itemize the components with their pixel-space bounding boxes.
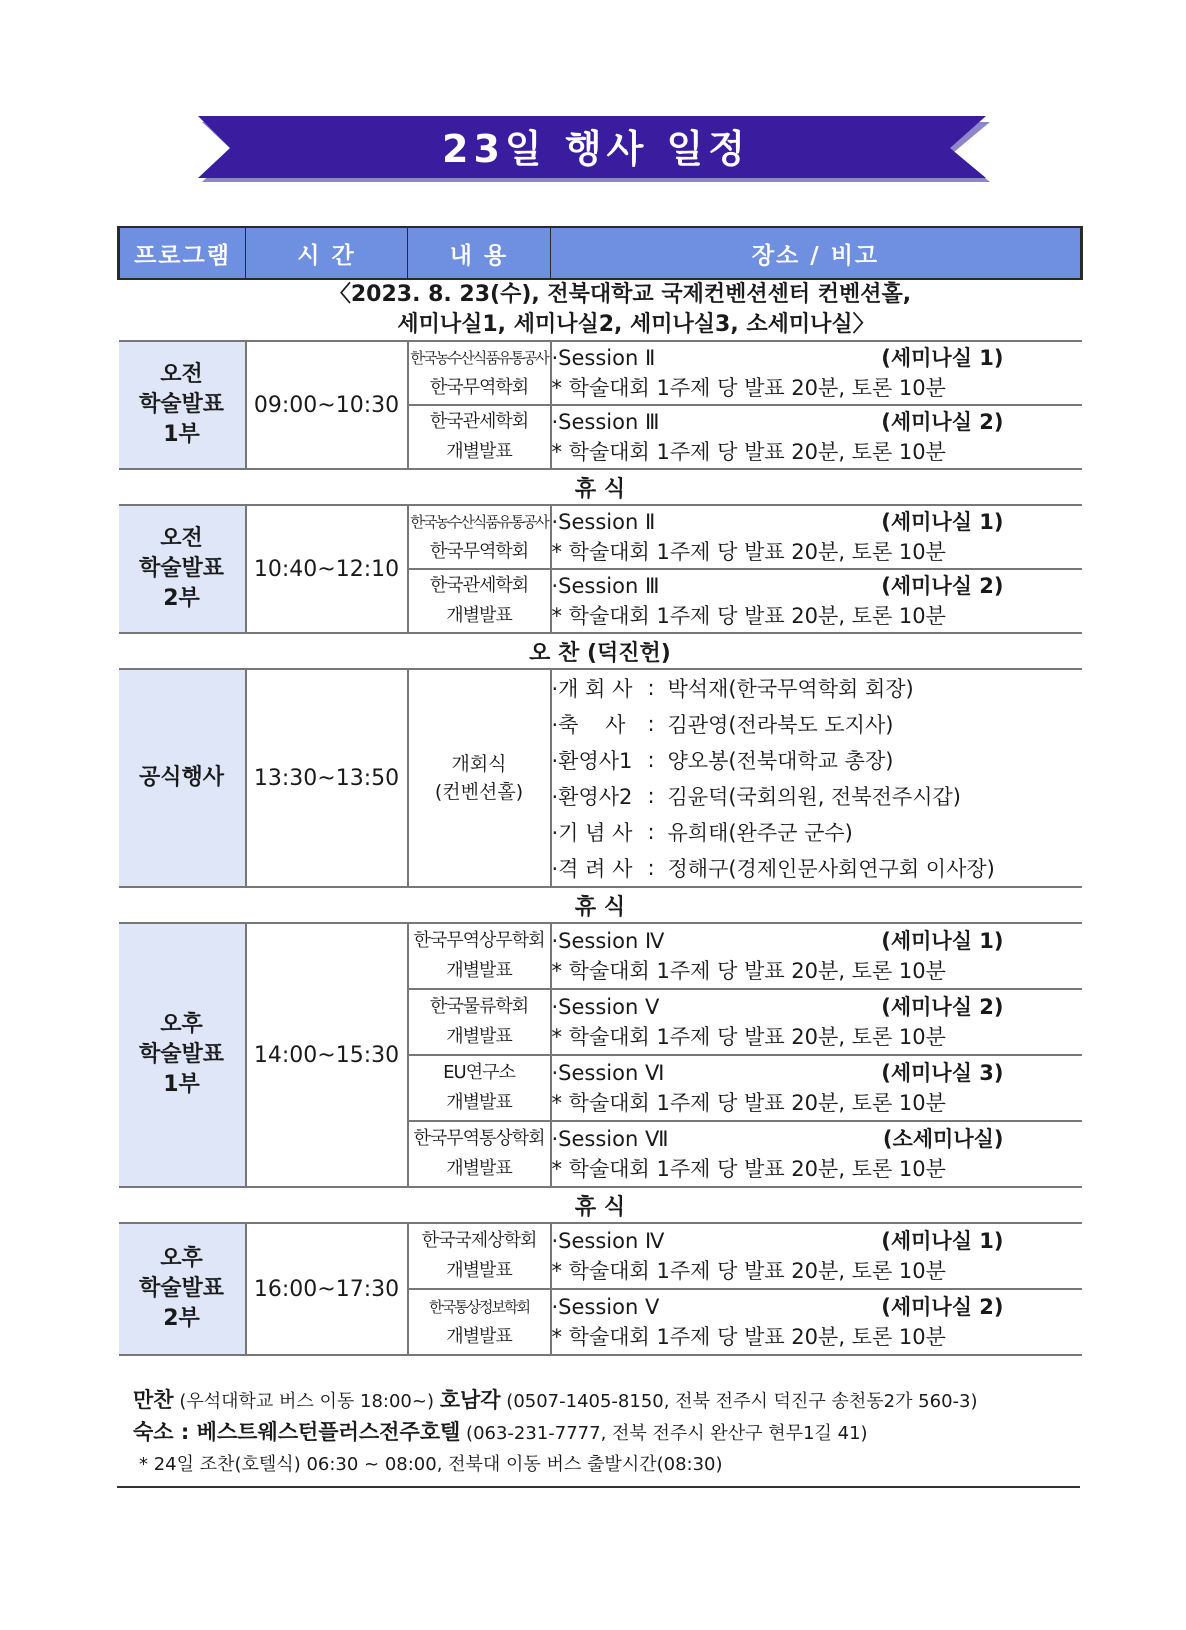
program-label: 학술발표: [138, 556, 224, 581]
program-label: 오후: [160, 1012, 203, 1037]
room-label: (세미나실 1): [881, 1229, 1004, 1253]
org-cell: [408, 1055, 551, 1121]
org-cell: [408, 923, 551, 989]
header-content: 내 용: [408, 227, 551, 279]
session-note: * 학술대회 1주제 당 발표 20분, 토론 10분: [551, 1259, 946, 1283]
speaker-item: ·기 념 사 : 유희태(완주군 군수): [552, 814, 1082, 850]
break-label: 휴 식: [119, 469, 1082, 505]
session-note: * 학술대회 1주제 당 발표 20분, 토론 10분: [551, 1157, 946, 1181]
venue-line-1: 〈2023. 8. 23(수), 전북대학교 국제컨벤션센터 컨벤션홀,: [328, 282, 912, 307]
session-cell: [551, 569, 1082, 633]
org-name: 개별발표: [446, 960, 512, 981]
session-cell: [551, 505, 1082, 569]
org-name: 한국물류학회: [429, 996, 529, 1017]
session-label: ·Session Ⅲ: [551, 410, 660, 434]
program-label: 학술발표: [138, 1276, 224, 1301]
org-name: 한국국제상학회: [421, 1230, 537, 1251]
session-cell: [551, 405, 1082, 469]
org-cell: [408, 1121, 551, 1187]
footer-notes: [133, 1385, 1073, 1480]
session-note: * 학술대회 1주제 당 발표 20분, 토론 10분: [551, 376, 946, 400]
speaker-role: ·축 사: [551, 713, 626, 737]
table-row: [119, 341, 1082, 405]
speaker-name: 김윤덕(국회의원, 전북전주시갑): [667, 785, 961, 809]
session-note: * 학술대회 1주제 당 발표 20분, 토론 10분: [551, 1325, 946, 1349]
venue-line-2: 세미나실1, 세미나실2, 세미나실3, 소세미나실〉: [397, 312, 875, 337]
speaker-item: ·환영사2 : 김윤덕(국회의원, 전북전주시갑): [552, 778, 1082, 814]
break-row: [119, 469, 1082, 505]
org-cell: [408, 1223, 551, 1289]
org-cell: [408, 341, 551, 405]
time-cell: 09:00~10:30: [246, 341, 408, 469]
org-name: 개별발표: [446, 1026, 512, 1047]
speaker-role: ·개 회 사: [551, 677, 633, 701]
speaker-name: 정해구(경제인문사회연구회 이사장): [667, 857, 995, 881]
org-name: 개별발표: [446, 1092, 512, 1113]
program-cell: 공식행사: [119, 669, 246, 887]
header-row: [119, 227, 1082, 279]
session-note: * 학술대회 1주제 당 발표 20분, 토론 10분: [551, 440, 946, 464]
ceremony-content-cell: [408, 669, 551, 887]
speaker-role: ·격 려 사: [551, 857, 633, 881]
ceremony-title: 개회식: [451, 753, 507, 775]
time-cell: 16:00~17:30: [246, 1223, 408, 1355]
session-note: * 학술대회 1주제 당 발표 20분, 토론 10분: [551, 1025, 946, 1049]
session-label: ·Session Ⅱ: [551, 346, 656, 370]
dinner-place: 호남각: [439, 1388, 501, 1412]
speaker-item: ·축 사 : 김관영(전라북도 도지사): [552, 706, 1082, 742]
speaker-role: ·기 념 사: [551, 821, 633, 845]
org-name: EU연구소: [443, 1062, 515, 1083]
room-label: (소세미나실): [882, 1127, 1004, 1151]
org-name: 개별발표: [446, 1260, 512, 1281]
time-cell: 14:00~15:30: [246, 923, 408, 1187]
ceremony-row: [119, 669, 1082, 887]
time-cell: 13:30~13:50: [246, 669, 408, 887]
speaker-name: 김관영(전라북도 도지사): [667, 713, 894, 737]
session-label: ·Session Ⅶ: [551, 1127, 669, 1151]
dinner-info: (0507-1405-8150, 전북 전주시 덕진구 송천동2가 560-3): [506, 1391, 978, 1412]
program-label: 학술발표: [138, 1042, 224, 1067]
speaker-item: ·개 회 사 : 박석재(한국무역학회 회장): [552, 670, 1082, 706]
org-name: 한국무역통상학회: [413, 1128, 545, 1149]
dinner-line: [133, 1385, 1073, 1417]
session-cell: [551, 1289, 1082, 1355]
speaker-name: 양오봉(전북대학교 총장): [667, 749, 894, 773]
break-row: [119, 1187, 1082, 1223]
session-label: ·Session Ⅵ: [551, 1061, 665, 1085]
session-label: ·Session Ⅴ: [551, 1295, 660, 1319]
session-cell: [551, 341, 1082, 405]
break-label: 휴 식: [119, 887, 1082, 923]
lunch-label: 오 찬 (덕진헌): [119, 633, 1082, 669]
program-label: 학술발표: [138, 392, 224, 417]
session-label: ·Session Ⅳ: [551, 1229, 665, 1253]
session-label: ·Session Ⅱ: [551, 510, 656, 534]
page-title: 23일 행사 일정: [442, 127, 750, 171]
ceremony-place: (컨벤션홀): [434, 781, 524, 803]
session-note: * 학술대회 1주제 당 발표 20분, 토론 10분: [551, 604, 946, 628]
org-name: 개별발표: [446, 1158, 512, 1179]
table-row: [119, 923, 1082, 989]
session-cell: [551, 1121, 1082, 1187]
ceremony-speakers: [551, 669, 1082, 887]
org-name: 개별발표: [446, 441, 512, 462]
session-note: * 학술대회 1주제 당 발표 20분, 토론 10분: [551, 959, 946, 983]
room-label: (세미나실 1): [881, 346, 1004, 370]
room-label: (세미나실 1): [881, 510, 1004, 534]
program-cell: [119, 1223, 246, 1355]
org-name: 개별발표: [446, 605, 512, 626]
program-label: 1부: [163, 1072, 200, 1097]
room-label: (세미나실 1): [881, 929, 1004, 953]
time-cell: 10:40~12:10: [246, 505, 408, 633]
org-name: 한국관세학회: [429, 411, 529, 432]
session-note: * 학술대회 1주제 당 발표 20분, 토론 10분: [551, 1091, 946, 1115]
lunch-row: [119, 633, 1082, 669]
header-time: 시 간: [246, 227, 408, 279]
room-label: (세미나실 3): [881, 1061, 1004, 1085]
dinner-label: 만찬: [133, 1388, 174, 1412]
org-cell: [408, 569, 551, 633]
program-label: 오후: [160, 1246, 203, 1271]
program-label: 2부: [163, 586, 200, 611]
session-cell: [551, 1055, 1082, 1121]
org-name: 한국통상정보학회: [429, 1298, 529, 1316]
lodging-line: [133, 1417, 1073, 1449]
footer-divider: [117, 1486, 1080, 1488]
speaker-role: ·환영사1: [551, 749, 633, 773]
table-row: [119, 505, 1082, 569]
program-cell: [119, 505, 246, 633]
program-label: 오전: [160, 526, 203, 551]
program-cell: [119, 923, 246, 1187]
session-cell: [551, 923, 1082, 989]
session-cell: [551, 989, 1082, 1055]
session-label: ·Session Ⅳ: [551, 929, 665, 953]
program-label: 1부: [163, 422, 200, 447]
org-name: 한국무역상무학회: [413, 930, 545, 951]
org-name: 한국농수산식품유통공사: [410, 513, 548, 531]
speaker-name: 유희태(완주군 군수): [667, 821, 853, 845]
speaker-item: ·환영사1 : 양오봉(전북대학교 총장): [552, 742, 1082, 778]
venue-row: [119, 279, 1082, 341]
session-cell: [551, 1223, 1082, 1289]
break-row: [119, 887, 1082, 923]
title-banner: [198, 116, 994, 186]
program-label: 오전: [160, 362, 203, 387]
org-name: 한국관세학회: [429, 575, 529, 596]
org-name: 한국무역학회: [429, 541, 529, 562]
org-cell: [408, 1289, 551, 1355]
break-label: 휴 식: [119, 1187, 1082, 1223]
program-cell: [119, 341, 246, 469]
program-label: 2부: [163, 1306, 200, 1331]
org-cell: [408, 989, 551, 1055]
table-row: [119, 1223, 1082, 1289]
lodging-info: (063-231-7777, 전북 전주시 완산구 현무1길 41): [466, 1423, 868, 1444]
header-program: 프로그램: [119, 227, 246, 279]
org-name: 개별발표: [446, 1326, 512, 1347]
room-label: (세미나실 2): [881, 1295, 1004, 1319]
session-label: ·Session Ⅲ: [551, 574, 660, 598]
lodging-label: 숙소 : 베스트웨스턴플러스전주호텔: [133, 1420, 461, 1444]
breakfast-line: * 24일 조찬(호텔식) 06:30 ~ 08:00, 전북대 이동 버스 출발시간(08:30): [139, 1454, 723, 1475]
speaker-role: ·환영사2: [551, 785, 633, 809]
org-cell: [408, 505, 551, 569]
org-name: 한국농수산식품유통공사: [410, 349, 548, 367]
header-place: 장소 / 비고: [551, 227, 1082, 279]
session-note: * 학술대회 1주제 당 발표 20분, 토론 10분: [551, 540, 946, 564]
room-label: (세미나실 2): [881, 574, 1004, 598]
org-name: 한국무역학회: [429, 377, 529, 398]
room-label: (세미나실 2): [881, 410, 1004, 434]
dinner-note: (우석대학교 버스 이동 18:00~): [179, 1391, 434, 1412]
session-label: ·Session Ⅴ: [551, 995, 660, 1019]
speaker-name: 박석재(한국무역학회 회장): [667, 677, 914, 701]
speaker-item: ·격 려 사 : 정해구(경제인문사회연구회 이사장): [552, 850, 1082, 886]
org-cell: [408, 405, 551, 469]
schedule-table: [117, 226, 1083, 1356]
room-label: (세미나실 2): [881, 995, 1004, 1019]
